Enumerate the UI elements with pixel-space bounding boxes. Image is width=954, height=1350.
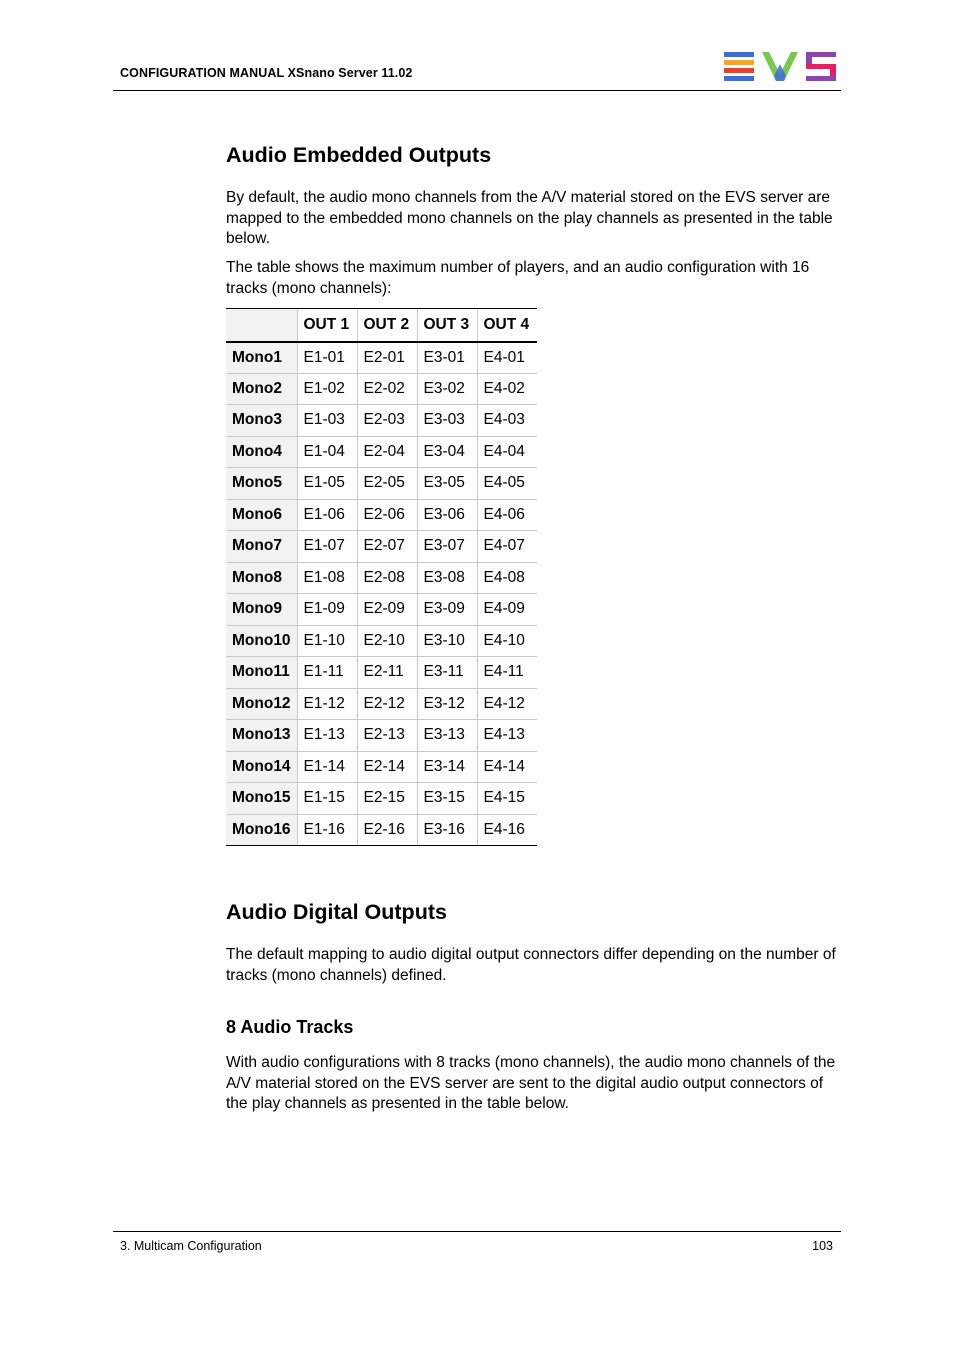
table-cell: E2-12 (357, 688, 417, 720)
table-cell: E3-16 (417, 814, 477, 846)
table-cell: E1-03 (297, 405, 357, 437)
row-header: Mono9 (226, 594, 297, 626)
table-cell: E4-08 (477, 562, 537, 594)
row-header: Mono5 (226, 468, 297, 500)
evs-logo (724, 52, 836, 82)
table-header-row (226, 309, 537, 342)
table-cell: E4-03 (477, 405, 537, 437)
table-cell: E3-15 (417, 783, 477, 815)
table-cell: E3-05 (417, 468, 477, 500)
table-row (226, 783, 537, 815)
heading-audio-digital-outputs: Audio Digital Outputs (226, 900, 447, 924)
table-cell: E1-15 (297, 783, 357, 815)
row-header: Mono7 (226, 531, 297, 563)
row-header: Mono10 (226, 625, 297, 657)
table-cell: E2-08 (357, 562, 417, 594)
table-cell: E1-01 (297, 342, 357, 374)
table-cell: E3-07 (417, 531, 477, 563)
table-cell: E3-11 (417, 657, 477, 689)
table-cell: E4-05 (477, 468, 537, 500)
row-header: Mono3 (226, 405, 297, 437)
audio-mapping-table (226, 308, 537, 846)
table-row (226, 688, 537, 720)
table-cell: E3-02 (417, 373, 477, 405)
table-row (226, 814, 537, 846)
document-title: CONFIGURATION MANUAL XSnano Server 11.02 (120, 66, 413, 80)
table-cell: E4-15 (477, 783, 537, 815)
heading-8-audio-tracks: 8 Audio Tracks (226, 1017, 354, 1037)
table-cell: E2-01 (357, 342, 417, 374)
table-cell: E4-06 (477, 499, 537, 531)
table-cell: E4-02 (477, 373, 537, 405)
table-cell: E3-06 (417, 499, 477, 531)
paragraph-8-tracks: With audio configurations with 8 tracks (mono channels), the audio mono channels of the A/V material stored on the EVS server are sent to the digital audio output connectors of the play channels as presented in the table below. (226, 1054, 836, 1112)
table-cell: E1-12 (297, 688, 357, 720)
table-cell: E1-07 (297, 531, 357, 563)
table-cell: E2-16 (357, 814, 417, 846)
table-cell: E2-09 (357, 594, 417, 626)
row-header: Mono8 (226, 562, 297, 594)
table-row (226, 373, 537, 405)
table-row (226, 531, 537, 563)
table-cell: E4-13 (477, 720, 537, 752)
footer-divider (113, 1231, 841, 1232)
table-cell: E3-01 (417, 342, 477, 374)
table-cell: E1-10 (297, 625, 357, 657)
table-cell: E2-06 (357, 499, 417, 531)
table-cell: E1-06 (297, 499, 357, 531)
table-cell: E4-09 (477, 594, 537, 626)
table-cell: E1-11 (297, 657, 357, 689)
table-corner-cell (226, 309, 297, 342)
table-cell: E1-02 (297, 373, 357, 405)
table-cell: E1-13 (297, 720, 357, 752)
table-cell: E1-05 (297, 468, 357, 500)
table-row (226, 594, 537, 626)
row-header: Mono13 (226, 720, 297, 752)
table-cell: E3-04 (417, 436, 477, 468)
table-row (226, 405, 537, 437)
row-header: Mono4 (226, 436, 297, 468)
row-header: Mono15 (226, 783, 297, 815)
table-cell: E1-08 (297, 562, 357, 594)
table-cell: E2-02 (357, 373, 417, 405)
table-cell: E2-03 (357, 405, 417, 437)
table-cell: E1-14 (297, 751, 357, 783)
table-cell: E2-04 (357, 436, 417, 468)
heading-audio-embedded-outputs: Audio Embedded Outputs (226, 143, 492, 167)
table-row (226, 468, 537, 500)
table-row (226, 562, 537, 594)
column-header: OUT 2 (357, 309, 417, 342)
row-header: Mono16 (226, 814, 297, 846)
table-row (226, 436, 537, 468)
column-header: OUT 1 (297, 309, 357, 342)
table-row (226, 720, 537, 752)
paragraph-embedded-intro: By default, the audio mono channels from the A/V material stored on the EVS server are mapped to the embedded mono channels on the play channels as presented in the table below. (226, 189, 833, 247)
table-cell: E4-10 (477, 625, 537, 657)
table-cell: E4-04 (477, 436, 537, 468)
table-cell: E3-03 (417, 405, 477, 437)
row-header: Mono2 (226, 373, 297, 405)
table-cell: E4-01 (477, 342, 537, 374)
row-header: Mono14 (226, 751, 297, 783)
page-number: 103 (812, 1239, 833, 1253)
table-row (226, 751, 537, 783)
table-cell: E3-09 (417, 594, 477, 626)
table-row (226, 657, 537, 689)
table-cell: E4-16 (477, 814, 537, 846)
table-cell: E3-14 (417, 751, 477, 783)
table-cell: E1-16 (297, 814, 357, 846)
table-cell: E2-10 (357, 625, 417, 657)
table-row (226, 342, 537, 374)
row-header: Mono1 (226, 342, 297, 374)
header-divider (113, 90, 841, 91)
table-cell: E1-09 (297, 594, 357, 626)
table-cell: E4-12 (477, 688, 537, 720)
table-cell: E2-13 (357, 720, 417, 752)
table-cell: E2-15 (357, 783, 417, 815)
table-cell: E4-07 (477, 531, 537, 563)
table-cell: E3-10 (417, 625, 477, 657)
table-cell: E2-05 (357, 468, 417, 500)
footer-chapter: 3. Multicam Configuration (120, 1239, 262, 1253)
table-cell: E3-12 (417, 688, 477, 720)
table-cell: E1-04 (297, 436, 357, 468)
table-cell: E3-08 (417, 562, 477, 594)
table-cell: E4-14 (477, 751, 537, 783)
paragraph-digital-intro: The default mapping to audio digital output connectors differ depending on the number of tracks (mono channels) defined. (226, 946, 836, 984)
table-cell: E2-14 (357, 751, 417, 783)
row-header: Mono12 (226, 688, 297, 720)
column-header: OUT 4 (477, 309, 537, 342)
paragraph-table-description: The table shows the maximum number of players, and an audio configuration with 16 tracks (mono channels): (226, 259, 810, 297)
row-header: Mono11 (226, 657, 297, 689)
table-row (226, 625, 537, 657)
row-header: Mono6 (226, 499, 297, 531)
table-row (226, 499, 537, 531)
table-cell: E3-13 (417, 720, 477, 752)
column-header: OUT 3 (417, 309, 477, 342)
table-cell: E4-11 (477, 657, 537, 689)
table-cell: E2-11 (357, 657, 417, 689)
table-cell: E2-07 (357, 531, 417, 563)
